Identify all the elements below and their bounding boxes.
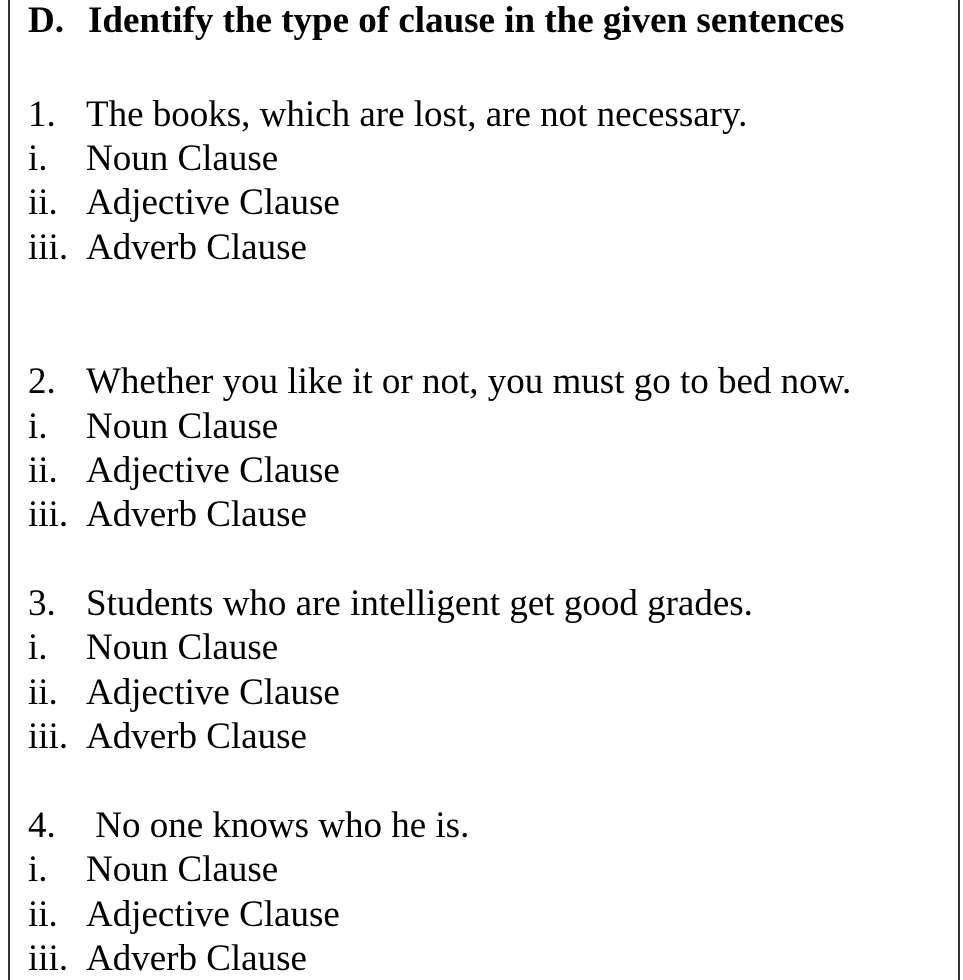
question-text: No one knows who he is.	[86, 805, 470, 846]
option-3-ii	[28, 674, 340, 711]
option-marker: iii.	[28, 494, 69, 535]
question-4	[28, 807, 469, 844]
option-marker: i.	[28, 138, 48, 179]
question-number: 2.	[28, 361, 56, 402]
option-text: Adjective Clause	[86, 182, 340, 223]
option-text: Adjective Clause	[86, 450, 340, 491]
option-4-iii	[28, 940, 307, 977]
option-text: Noun Clause	[86, 849, 279, 890]
option-2-ii	[28, 452, 340, 489]
question-1	[28, 96, 747, 133]
option-marker: i.	[28, 849, 48, 890]
question-2	[28, 363, 851, 400]
option-text: Noun Clause	[86, 406, 279, 447]
option-4-ii	[28, 896, 340, 933]
option-marker: ii.	[28, 182, 58, 223]
option-marker: iii.	[28, 227, 69, 268]
option-3-i	[28, 629, 278, 666]
option-text: Adjective Clause	[86, 894, 340, 935]
option-marker: i.	[28, 406, 48, 447]
option-1-i	[28, 140, 278, 177]
question-text: Students who are intelligent get good grades.	[86, 583, 753, 624]
option-2-i	[28, 408, 278, 445]
option-text: Adverb Clause	[86, 227, 307, 268]
option-3-iii	[28, 718, 307, 755]
section-label: D.	[28, 0, 64, 41]
option-text: Adverb Clause	[86, 938, 307, 979]
option-4-i	[28, 851, 278, 888]
option-text: Noun Clause	[86, 627, 279, 668]
option-text: Adverb Clause	[86, 716, 307, 757]
section-title: Identify the type of clause in the given sentences	[88, 0, 845, 41]
question-number: 3.	[28, 583, 56, 624]
question-text: The books, which are lost, are not necessary.	[86, 94, 748, 135]
question-number: 4.	[28, 805, 56, 846]
option-1-iii	[28, 229, 307, 266]
option-1-ii	[28, 184, 340, 221]
option-text: Noun Clause	[86, 138, 279, 179]
option-marker: i.	[28, 627, 48, 668]
question-text: Whether you like it or not, you must go to bed now.	[86, 361, 852, 402]
option-marker: iii.	[28, 716, 69, 757]
option-text: Adjective Clause	[86, 672, 340, 713]
option-marker: ii.	[28, 672, 58, 713]
option-marker: iii.	[28, 938, 69, 979]
option-2-iii	[28, 496, 307, 533]
option-text: Adverb Clause	[86, 494, 307, 535]
section-heading	[28, 2, 844, 39]
question-number: 1.	[28, 94, 56, 135]
question-3	[28, 585, 753, 622]
option-marker: ii.	[28, 450, 58, 491]
option-marker: ii.	[28, 894, 58, 935]
